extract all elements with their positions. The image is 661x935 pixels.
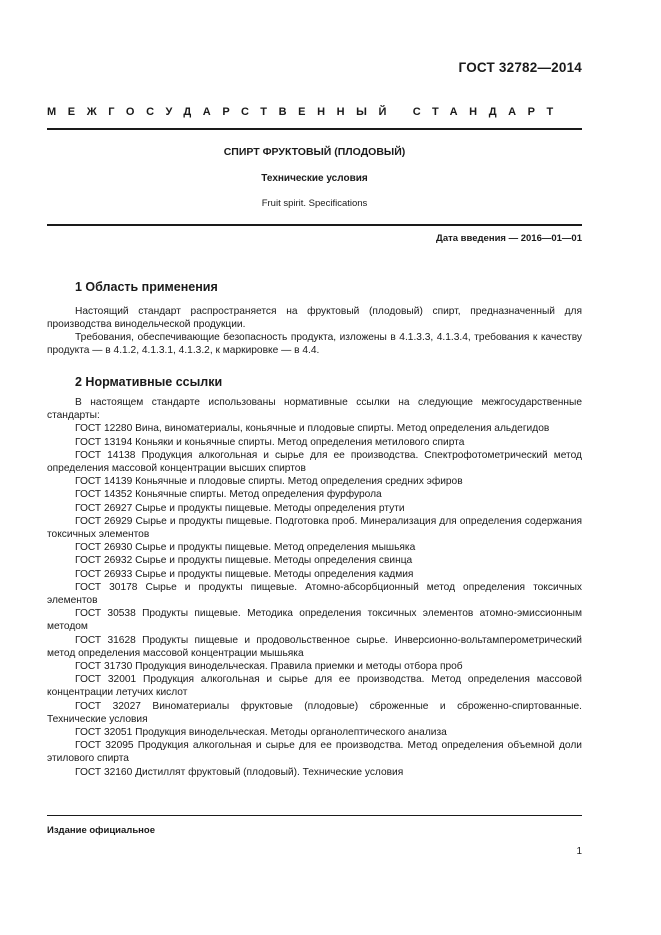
banner-rule xyxy=(47,128,582,130)
reference-title: Дистиллят фруктовый (плодовый). Технические условия xyxy=(135,766,404,778)
reference-item xyxy=(47,541,582,554)
reference-item xyxy=(47,739,582,765)
section-2-heading: 2 Нормативные ссылки xyxy=(75,375,223,389)
reference-code: ГОСТ 30538 xyxy=(75,608,136,620)
introduction-date: Дата введения — 2016—01—01 xyxy=(436,233,582,244)
reference-title: Сырье и продукты пищевые. Атомно-абсорбционный метод определения токсичных элементов xyxy=(47,581,582,607)
reference-title: Вина, виноматериалы, коньячные и плодовые спирты. Метод определения альдегидов xyxy=(135,423,550,435)
reference-title: Сырье и продукты пищевые. Метод определения мышьяка xyxy=(135,542,416,554)
reference-title: Коньяки и коньячные спирты. Метод определения метилового спирта xyxy=(135,436,465,448)
reference-item xyxy=(47,660,582,673)
reference-item xyxy=(47,449,582,475)
reference-item xyxy=(47,568,582,581)
reference-title: Продукция алкогольная и сырье для ее производства. Метод определения массовой концентрации летучих кислот xyxy=(47,674,582,699)
paragraph: Настоящий стандарт распространяется на фруктовый (плодовый) спирт, предназначенный для производства винодельческой продукции. xyxy=(47,306,582,330)
reference-title: Продукция винодельческая. Методы органолептического анализа xyxy=(135,727,447,739)
reference-code: ГОСТ 14352 xyxy=(75,489,133,501)
reference-code: ГОСТ 32027 xyxy=(75,700,141,712)
reference-item xyxy=(47,422,582,435)
reference-code: ГОСТ 13194 xyxy=(75,436,133,448)
reference-code: ГОСТ 32051 xyxy=(75,727,133,739)
reference-item xyxy=(47,766,582,779)
reference-item xyxy=(47,502,582,515)
reference-title: Сырье и продукты пищевые. Методы определения свинца xyxy=(135,555,413,567)
paragraph: В настоящем стандарте использованы нормативные ссылки на следующие межгосударственные стандарты: xyxy=(47,397,582,422)
reference-item xyxy=(47,607,582,633)
footer-rule xyxy=(47,815,582,816)
reference-code: ГОСТ 31730 xyxy=(75,661,133,673)
reference-title: Сырье и продукты пищевые. Подготовка проб. Минерализация для определения содержания токсичных элементов xyxy=(47,515,582,541)
reference-code: ГОСТ 26933 xyxy=(75,568,133,580)
official-edition-label: Издание официальное xyxy=(47,825,155,836)
document-title-english: Fruit spirit. Specifications xyxy=(261,198,368,209)
reference-title: Сырье и продукты пищевые. Методы определения кадмия xyxy=(135,568,414,580)
reference-code: ГОСТ 32160 xyxy=(75,766,133,778)
reference-item xyxy=(47,475,582,488)
reference-code: ГОСТ 26932 xyxy=(75,555,133,567)
reference-item xyxy=(47,554,582,567)
reference-title: Сырье и продукты пищевые. Методы определения ртути xyxy=(135,502,405,514)
reference-code: ГОСТ 26929 xyxy=(75,515,133,527)
reference-code: ГОСТ 32095 xyxy=(75,740,134,752)
reference-item xyxy=(47,515,582,541)
standard-number: ГОСТ 32782—2014 xyxy=(458,60,582,75)
reference-title: Продукты пищевые и продовольственное сырье. Инверсионно-вольтамперометрический метод определения массовой концентрации мышьяка xyxy=(47,634,582,659)
title-rule xyxy=(47,224,582,226)
reference-code: ГОСТ 26930 xyxy=(75,542,133,554)
reference-item xyxy=(47,673,582,699)
reference-item xyxy=(47,436,582,449)
reference-title: Виноматериалы фруктовые (плодовые) сброженные и сброженно-спиртованные. Технические условия xyxy=(47,700,582,725)
reference-item xyxy=(47,726,582,739)
normative-references xyxy=(47,396,582,779)
standard-banner: МЕЖГОСУДАРСТВЕННЫЙ СТАНДАРТ xyxy=(47,106,565,118)
reference-item xyxy=(47,581,582,607)
reference-title: Продукция винодельческая. Правила приемки и методы отбора проб xyxy=(135,661,463,673)
reference-title: Коньячные спирты. Метод определения фурфурола xyxy=(135,489,382,501)
section-1-body xyxy=(47,305,582,357)
reference-title: Продукты пищевые. Методика определения токсичных элементов атомно-эмиссионным методом xyxy=(47,608,582,633)
page-number: 1 xyxy=(576,846,582,857)
reference-title: Продукция алкогольная и сырье для ее производства. Метод определения объемной доли этилового спирта xyxy=(47,740,582,765)
paragraph: Требования, обеспечивающие безопасность продукта, изложены в 4.1.3.3, 4.1.3.4, требования к качеству продукта — в 4.1.2, 4.1.3.1, 4.1.3.2, к маркировке — в 4.4. xyxy=(47,332,582,356)
document-subtitle: Технические условия xyxy=(261,173,368,184)
reference-code: ГОСТ 32001 xyxy=(75,674,137,686)
reference-code: ГОСТ 14139 xyxy=(75,476,133,488)
reference-code: ГОСТ 12280 xyxy=(75,423,133,435)
reference-code: ГОСТ 26927 xyxy=(75,502,133,514)
reference-title: Продукция алкогольная и сырье для ее производства. Спектрофотометрический метод определения массовой концентрации высших спиртов xyxy=(47,449,582,475)
reference-item xyxy=(47,634,582,660)
reference-code: ГОСТ 14138 xyxy=(75,449,136,461)
reference-code: ГОСТ 30178 xyxy=(75,581,138,593)
reference-item xyxy=(47,488,582,501)
section-1-heading: 1 Область применения xyxy=(75,280,218,294)
reference-title: Коньячные и плодовые спирты. Метод определения средних эфиров xyxy=(135,476,463,488)
reference-code: ГОСТ 31628 xyxy=(75,634,136,646)
reference-item xyxy=(47,700,582,726)
document-title: СПИРТ ФРУКТОВЫЙ (ПЛОДОВЫЙ) xyxy=(223,146,406,158)
